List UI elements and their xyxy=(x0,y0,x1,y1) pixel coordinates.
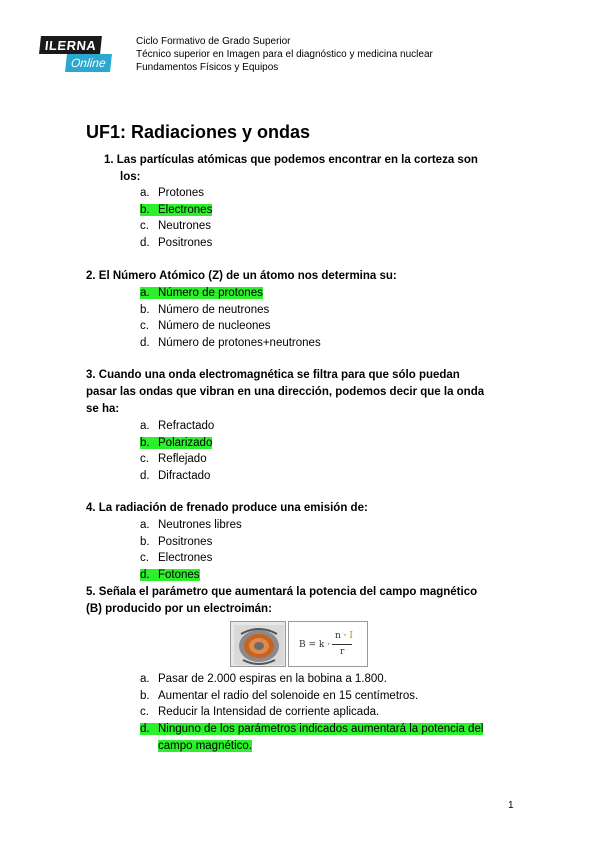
option-text: Número de neutrones xyxy=(158,303,270,316)
option-text: Número de nucleones xyxy=(158,320,271,333)
question-3-line-2: pasar las ondas que vibran en una dirección, podemos decir que la onda xyxy=(86,386,485,398)
question-1-line-2: los: xyxy=(120,171,141,183)
electromagnet-figure xyxy=(230,621,368,667)
option-3c: c. Reflejado xyxy=(140,453,207,466)
option-text-highlighted: Electrones xyxy=(158,203,213,216)
electromagnet-photo xyxy=(230,621,286,667)
ilerna-online-logo xyxy=(40,36,107,76)
option-text: Número de protones+neutrones xyxy=(158,337,321,350)
option-1a: a. Protones xyxy=(140,187,205,199)
option-4c: c. Electrones xyxy=(140,552,213,565)
option-text-highlighted: Número de protones xyxy=(158,287,263,299)
option-2c: c. Número de nucleones xyxy=(140,320,271,333)
option-text-highlighted: campo magnético. xyxy=(158,739,252,752)
option-4d: d. Fotones xyxy=(140,569,200,582)
option-5b: b. Aumentar el radio del solenoide en 15 centímetros. xyxy=(140,689,419,702)
question-4: 4. La radiación de frenado produce una emisión de: xyxy=(86,502,368,514)
option-4a: a. Neutrones libres xyxy=(140,519,242,531)
header-line-2: Técnico superior en Imagen para el diagnóstico y medicina nuclear xyxy=(136,49,433,60)
option-text: Refractado xyxy=(158,420,215,432)
logo-top-text: ILERNA xyxy=(39,36,102,54)
option-5c: c. Reducir la Intensidad de corriente aplicada. xyxy=(140,706,380,719)
logo-bottom-text: Online xyxy=(65,54,112,72)
question-3-line-1: 3. Cuando una onda electromagnética se filtra para que sólo puedan xyxy=(86,369,460,381)
question-3 xyxy=(86,367,484,418)
option-2d: d. Número de protones+neutrones xyxy=(140,337,321,350)
option-3b: b. Polarizado xyxy=(140,436,213,449)
option-text: Protones xyxy=(158,187,205,199)
formula-lhs: B = k · xyxy=(299,640,331,650)
option-3d: d. Difractado xyxy=(140,470,211,483)
formula-fraction-bar xyxy=(332,644,352,645)
question-5-line-2: (B) producido por un electroimán: xyxy=(86,603,272,615)
option-text: Reducir la Intensidad de corriente aplicada. xyxy=(158,706,380,719)
coil-illustration-icon xyxy=(231,622,287,668)
question-5-line-1: 5. Señala el parámetro que aumentará la potencia del campo magnético xyxy=(86,586,478,598)
page-number: 1 xyxy=(508,800,514,811)
option-text: Neutrones libres xyxy=(158,519,242,531)
question-2: 2. El Número Atómico (Z) de un átomo nos determina su: xyxy=(86,270,397,282)
question-2-options xyxy=(140,285,321,352)
option-text-highlighted: Ninguno de los parámetros indicados aumentará la potencia del xyxy=(158,723,484,736)
option-text-highlighted: Fotones xyxy=(158,569,200,582)
question-5-options xyxy=(140,671,483,755)
option-text: Pasar de 2.000 espiras en la bobina a 1.800. xyxy=(158,673,387,685)
question-3-line-3: se ha: xyxy=(86,403,120,415)
option-text: Aumentar el radio del solenoide en 15 centímetros. xyxy=(158,689,419,702)
option-text-highlighted: Polarizado xyxy=(158,436,213,449)
option-5a: a. Pasar de 2.000 espiras en la bobina a 1.800. xyxy=(140,673,387,685)
option-1b: b. Electrones xyxy=(140,203,213,216)
option-1c: c. Neutrones xyxy=(140,220,212,233)
option-text: Neutrones xyxy=(158,220,212,233)
question-1-line-1: 1. Las partículas atómicas que podemos encontrar en la corteza son xyxy=(104,154,478,166)
question-4-options xyxy=(140,517,242,584)
option-text: Electrones xyxy=(158,552,213,565)
option-5d: d. Ninguno de los parámetros indicados aumentará la potencia del xyxy=(140,723,484,736)
page-title: UF1: Radiaciones y ondas xyxy=(86,122,311,142)
formula-numerator: n · I xyxy=(335,631,353,641)
option-4b: b. Positrones xyxy=(140,535,213,548)
option-text: Positrones xyxy=(158,237,213,250)
question-1 xyxy=(104,152,478,186)
option-1d: d. Positrones xyxy=(140,237,213,250)
question-1-options xyxy=(140,185,212,252)
magnetic-field-formula xyxy=(288,621,368,667)
question-3-options xyxy=(140,418,214,485)
option-text: Positrones xyxy=(158,535,213,548)
header-line-1: Ciclo Formativo de Grado Superior xyxy=(136,36,291,47)
option-5d-continuation xyxy=(140,738,483,755)
option-3a: a. Refractado xyxy=(140,420,215,432)
header-line-3: Fundamentos Físicos y Equipos xyxy=(136,62,279,73)
question-5 xyxy=(86,584,477,618)
option-text: Difractado xyxy=(158,470,211,483)
option-text: Reflejado xyxy=(158,453,207,466)
formula-denominator: r xyxy=(340,647,345,657)
option-2a: a. Número de protones xyxy=(140,287,263,299)
option-2b: b. Número de neutrones xyxy=(140,303,270,316)
document-header xyxy=(136,35,433,74)
